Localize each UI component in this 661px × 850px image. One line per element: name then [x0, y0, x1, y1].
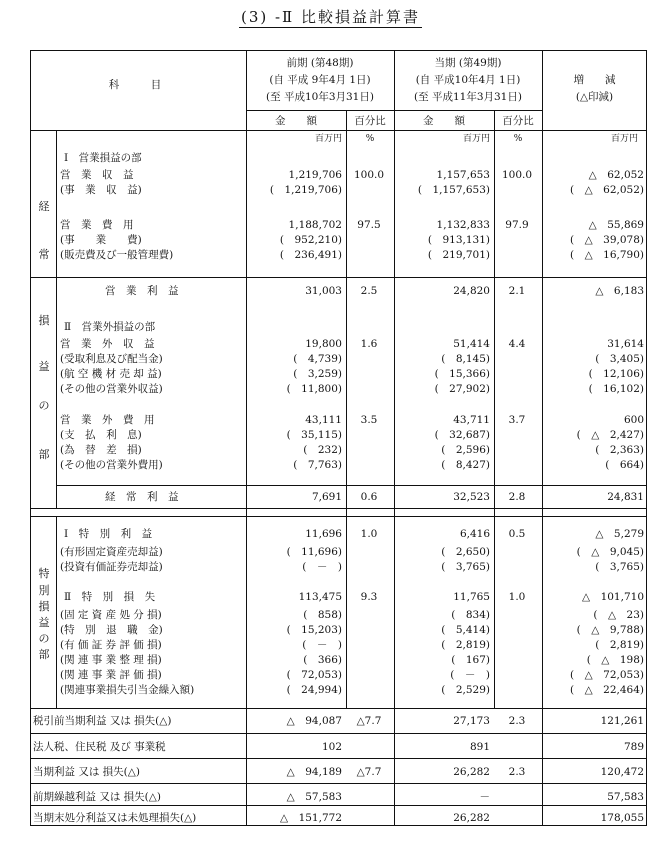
row-curr-amount: －: [479, 791, 490, 803]
header-prev-amount: 金 額: [275, 115, 317, 127]
row-curr-amount: ( 27,902): [434, 383, 490, 395]
row-change: 31,614: [607, 338, 644, 350]
row-label: (その他の営業外収益): [60, 383, 163, 395]
side-char: 益: [38, 360, 50, 373]
row-curr-amount: 1,132,833: [436, 219, 490, 231]
pct-prev: %: [365, 134, 375, 144]
row-prev-amount: ( 952,210): [279, 234, 342, 246]
row-curr-ratio: 4.4: [508, 338, 526, 350]
divider: [30, 516, 647, 517]
divider: [30, 805, 647, 806]
row-prev-amount: ( 236,491): [279, 249, 342, 261]
row-change: △ 5,279: [595, 528, 644, 540]
row-prev-ratio: △7.7: [356, 766, 382, 778]
row-curr-ratio: 2.1: [508, 285, 526, 297]
row-change: ( △ 23): [593, 609, 644, 621]
divider: [30, 783, 647, 784]
row-prev-amount: ( 11,696): [286, 546, 342, 558]
side-char: 益: [38, 616, 50, 629]
row-label: (関連事業損失引当金繰入額): [60, 684, 195, 696]
row-curr-ratio: 100.0: [501, 169, 533, 181]
row-curr-amount: ( 2,529): [441, 684, 490, 696]
row-curr-amount: ( 3,765): [441, 561, 490, 573]
row-prev-amount: ( 72,053): [286, 669, 342, 681]
row-prev-amount: △ 94,189: [286, 766, 342, 778]
header-change-note: (△印減): [575, 91, 614, 103]
row-curr-amount: ( 8,427): [441, 459, 490, 471]
divider: [30, 708, 647, 709]
row-curr-amount: 1,157,653: [436, 169, 490, 181]
row-label: 営 業 利 益: [105, 285, 179, 297]
row-change: 600: [623, 414, 644, 426]
row-change: ( △ 62,052): [569, 184, 644, 196]
divider: [30, 733, 647, 734]
row-curr-amount: ( 8,145): [441, 353, 490, 365]
row-label: 前期繰越利益 又は 損失(△): [33, 791, 161, 803]
divider: [56, 485, 646, 486]
pct-curr: %: [513, 134, 523, 144]
row-label: Ⅰ 特 別 利 益: [64, 528, 153, 540]
divider: [30, 508, 647, 509]
row-label: (有形固定資産売却益): [60, 546, 163, 558]
row-prev-ratio: 9.3: [360, 591, 378, 603]
row-label: 当期末処分利益又は未処理損失(△): [33, 812, 197, 824]
row-label: 営 業 外 費 用: [60, 414, 155, 426]
row-curr-amount: 24,820: [453, 285, 490, 297]
row-change: △ 62,052: [588, 169, 644, 181]
row-change: 789: [623, 741, 644, 753]
row-label: (関 連 事 業 評 価 損): [60, 669, 162, 681]
row-label: (航 空 機 材 売 却 益): [60, 368, 162, 380]
unit-curr: 百万円: [462, 134, 490, 144]
row-curr-ratio: 2.3: [508, 766, 526, 778]
row-prev-amount: △ 57,583: [286, 791, 342, 803]
divider: [246, 50, 247, 826]
divider: [494, 110, 495, 708]
side-char: 損: [38, 600, 50, 613]
row-change: △ 101,710: [582, 591, 644, 603]
header-curr-amount: 金 額: [423, 115, 465, 127]
row-change: 121,261: [600, 715, 644, 727]
row-prev-ratio: 3.5: [360, 414, 378, 426]
row-curr-amount: ( 167): [451, 654, 490, 666]
row-label: 法人税、住民税 及び 事業税: [33, 741, 166, 753]
side-char: 部: [38, 448, 50, 461]
row-label: 営 業 収 益: [60, 169, 134, 181]
row-curr-amount: ( － ): [450, 669, 490, 681]
row-change: ( △ 72,053): [569, 669, 644, 681]
row-label: 当期利益 又は 損失(△): [33, 766, 140, 778]
row-change: ( 2,819): [595, 639, 644, 651]
row-curr-amount: ( 2,650): [441, 546, 490, 558]
row-curr-amount: 26,282: [453, 766, 490, 778]
row-label: (その他の営業外費用): [60, 459, 163, 471]
divider: [56, 130, 57, 508]
header-prev-ratio: 百分比: [354, 115, 386, 127]
row-curr-amount: ( 5,414): [441, 624, 490, 636]
row-prev-ratio: 0.6: [360, 491, 378, 503]
row-change: 24,831: [607, 491, 644, 503]
row-curr-amount: 891: [469, 741, 490, 753]
side-char: 常: [38, 248, 50, 261]
divider: [346, 110, 347, 708]
header-curr-from: (自 平成10年4月 1日): [415, 74, 521, 86]
header-subject: 科 目: [108, 79, 162, 91]
row-change: △ 6,183: [595, 285, 644, 297]
row-prev-amount: 43,111: [305, 414, 342, 426]
page-title: (3) -Ⅱ 比較損益計算書: [240, 8, 421, 26]
header-curr-period: 当期 (第49期): [434, 57, 502, 69]
row-label: (固 定 資 産 処 分 損): [60, 609, 162, 621]
side-char: の: [38, 632, 50, 645]
row-curr-ratio: 2.3: [508, 715, 526, 727]
row-prev-amount: 7,691: [311, 491, 342, 503]
header-curr-to: (至 平成11年3月31日): [414, 91, 522, 103]
row-curr-ratio: 97.9: [505, 219, 529, 231]
row-curr-amount: ( 2,596): [441, 444, 490, 456]
row-prev-amount: 1,219,706: [288, 169, 342, 181]
row-label: (受取利息及び配当金): [60, 353, 163, 365]
header-prev-to: (至 平成10年3月31日): [266, 91, 374, 103]
row-prev-amount: ( 15,203): [286, 624, 342, 636]
row-curr-amount: ( 913,131): [427, 234, 490, 246]
divider: [246, 110, 542, 111]
row-label: 経 常 利 益: [105, 491, 179, 503]
row-prev-amount: 19,800: [305, 338, 342, 350]
row-change: ( △ 39,078): [569, 234, 644, 246]
row-curr-ratio: 2.8: [508, 491, 526, 503]
row-curr-amount: ( 32,687): [434, 429, 490, 441]
row-prev-amount: △ 94,087: [286, 715, 342, 727]
header-prev-from: (自 平成 9年4月 1日): [269, 74, 371, 86]
row-label: (事 業 費): [60, 234, 142, 246]
row-change: ( △ 22,464): [569, 684, 644, 696]
row-prev-amount: 31,003: [305, 285, 342, 297]
row-change: ( 2,363): [595, 444, 644, 456]
row-prev-amount: △ 151,772: [280, 812, 342, 824]
row-prev-amount: 11,696: [305, 528, 342, 540]
row-prev-amount: ( 4,739): [293, 353, 342, 365]
row-prev-amount: ( 366): [303, 654, 342, 666]
row-change: ( 16,102): [588, 383, 644, 395]
row-label: (投資有価証券売却益): [60, 561, 163, 573]
divider: [56, 277, 646, 278]
row-change: ( △ 9,045): [576, 546, 644, 558]
divider: [56, 516, 57, 708]
row-change: ( 12,106): [588, 368, 644, 380]
row-label: Ⅰ 営業損益の部: [64, 152, 142, 164]
row-label: (有 価 証 券 評 価 損): [60, 639, 162, 651]
row-curr-amount: ( 219,701): [427, 249, 490, 261]
row-curr-amount: 26,282: [453, 812, 490, 824]
row-label: (販売費及び一般管理費): [60, 249, 174, 261]
row-curr-ratio: 3.7: [508, 414, 526, 426]
row-prev-ratio: 2.5: [360, 285, 378, 297]
row-prev-amount: ( 232): [303, 444, 342, 456]
row-prev-ratio: 97.5: [357, 219, 381, 231]
row-prev-amount: 1,188,702: [288, 219, 342, 231]
side-char: 特: [38, 567, 50, 580]
row-change: ( △ 16,790): [569, 249, 644, 261]
row-prev-amount: ( 1,219,706): [269, 184, 342, 196]
row-change: ( 3,765): [595, 561, 644, 573]
row-change: ( △ 9,788): [576, 624, 644, 636]
unit-prev: 百万円: [314, 134, 342, 144]
row-curr-amount: 51,414: [453, 338, 490, 350]
row-change: ( 3,405): [595, 353, 644, 365]
row-change: ( 664): [605, 459, 644, 471]
row-prev-amount: ( 24,994): [286, 684, 342, 696]
row-label: 税引前当期利益 又は 損失(△): [33, 715, 172, 727]
row-curr-ratio: 1.0: [508, 591, 526, 603]
row-prev-ratio: 1.6: [360, 338, 378, 350]
row-change: △ 55,869: [588, 219, 644, 231]
row-label: (関 連 事 業 整 理 損): [60, 654, 162, 666]
row-prev-ratio: 1.0: [360, 528, 378, 540]
row-prev-amount: ( 11,800): [286, 383, 342, 395]
row-prev-amount: ( 3,259): [293, 368, 342, 380]
divider: [30, 130, 647, 131]
row-curr-amount: ( 834): [451, 609, 490, 621]
divider: [394, 50, 395, 826]
row-curr-amount: ( 1,157,653): [417, 184, 490, 196]
row-change: 178,055: [600, 812, 644, 824]
row-label: (事 業 収 益): [60, 184, 142, 196]
row-change: ( △ 198): [586, 654, 644, 666]
row-curr-amount: 6,416: [459, 528, 490, 540]
row-prev-amount: 113,475: [298, 591, 342, 603]
row-curr-amount: ( 15,366): [434, 368, 490, 380]
row-prev-amount: ( － ): [302, 639, 342, 651]
row-curr-amount: 27,173: [453, 715, 490, 727]
side-char: 損: [38, 314, 50, 327]
row-prev-ratio: △7.7: [356, 715, 382, 727]
row-label: Ⅱ 特 別 損 失: [64, 591, 156, 603]
header-change: 増 減: [573, 74, 616, 86]
row-curr-amount: 11,765: [453, 591, 490, 603]
row-curr-amount: ( 2,819): [441, 639, 490, 651]
side-char: 別: [38, 584, 50, 597]
row-prev-amount: 102: [321, 741, 342, 753]
header-prev-period: 前期 (第48期): [286, 57, 354, 69]
row-prev-ratio: 100.0: [353, 169, 385, 181]
side-char: 部: [38, 648, 50, 661]
row-label: (支 払 利 息): [60, 429, 142, 441]
row-label: (為 替 差 損): [60, 444, 142, 456]
row-prev-amount: ( 35,115): [286, 429, 342, 441]
unit-change: 百万円: [610, 134, 638, 144]
row-curr-amount: 43,711: [453, 414, 490, 426]
row-change: 120,472: [600, 766, 644, 778]
row-prev-amount: ( － ): [302, 561, 342, 573]
side-char: 経: [38, 200, 50, 213]
row-change: ( △ 2,427): [576, 429, 644, 441]
row-prev-amount: ( 7,763): [293, 459, 342, 471]
row-label: Ⅱ 営業外損益の部: [64, 321, 156, 333]
divider: [542, 50, 543, 826]
row-curr-amount: 32,523: [453, 491, 490, 503]
header-curr-ratio: 百分比: [502, 115, 534, 127]
row-label: (特 別 退 職 金): [60, 624, 163, 636]
side-char: の: [38, 399, 50, 412]
row-curr-ratio: 0.5: [508, 528, 526, 540]
row-label: 営 業 費 用: [60, 219, 134, 231]
row-label: 営 業 外 収 益: [60, 338, 155, 350]
divider: [30, 758, 647, 759]
row-prev-amount: ( 858): [303, 609, 342, 621]
divider: [30, 277, 56, 278]
row-change: 57,583: [607, 791, 644, 803]
